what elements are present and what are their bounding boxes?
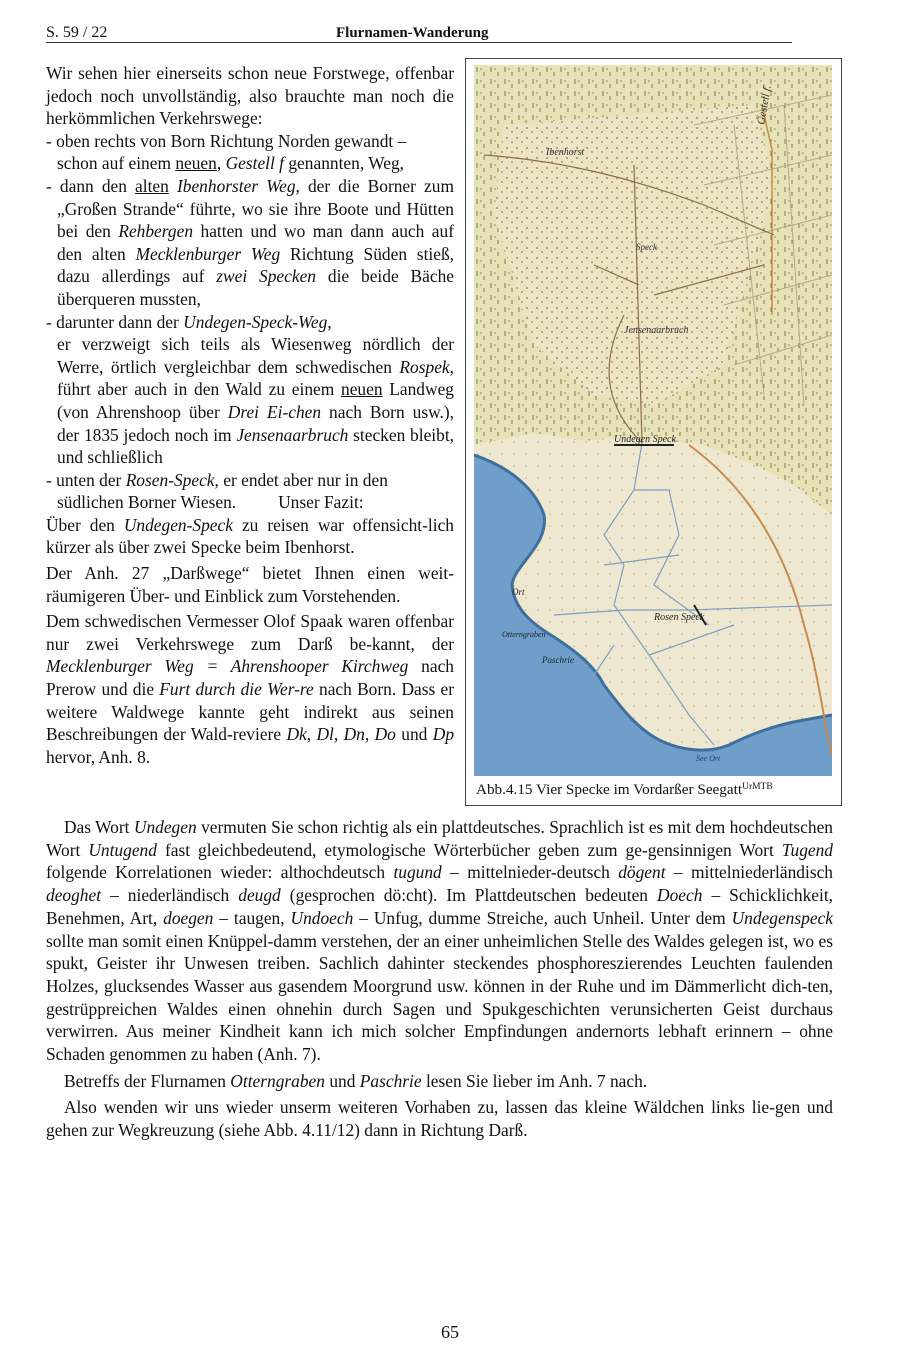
text: hervor, Anh. 8.: [46, 746, 151, 767]
intro-paragraph: Wir sehen hier einerseits schon neue Forstwege, offenbar jedoch noch unvollständig, also brauchte man noch die herkömmlichen Verkehrswege:: [46, 63, 454, 129]
text: sollte man somit einen Knüppel-damm verstehen, der an einer unheimlichen Stelle des Waldes gelegen ist, wo es spukt, Geister ihr Unwesen treiben. Sachlich dahinter steckendes phosphoreszierendes Leuchten faulenden Holzes, glucksendes Wasser aus gasendem Moorgrund usw. können in der Ruhe und im Dämmerlicht dich-ten, gestrüppreichen Waldes einen ohnehin durch Sagen und Spukgeschichten verunsicherten Geist durchaus verwirren. Aus meiner Kindheit kann ich mich solcher Empfindungen andernorts lebhaft erinnern – ohne Schaden genommen zu haben (Anh. 7).: [46, 930, 833, 1065]
flurnamen-paragraph: [46, 1070, 833, 1093]
text: und: [324, 1070, 360, 1091]
text: stecken bleibt, und schließlich: [57, 424, 454, 468]
text: nach Born usw.), der 1835 jedoch noch im: [57, 401, 455, 445]
text-italic: Jensenaarbruch: [236, 424, 349, 445]
map-label-jensenaarbruch: Jensenaarbruch: [624, 325, 689, 336]
text-italic: Ibenhorster Weg,: [176, 175, 300, 196]
text-italic: tugund: [393, 862, 442, 883]
text-italic: Dp: [432, 724, 455, 745]
text-italic: Tugend: [781, 839, 833, 860]
text: - darunter dann der: [46, 311, 184, 332]
text: – mittelnieder-deutsch: [441, 862, 619, 883]
appendix-reference-paragraph: Der Anh. 27 „Darßwege“ bietet Ihnen einen weit-räumigeren Über- und Einblick zum Vorstehenden.: [46, 563, 454, 606]
text-italic: Rospek: [399, 356, 450, 377]
text-italic: Dk, Dl, Dn, Do: [286, 724, 396, 745]
etymology-paragraph: [46, 816, 833, 1066]
text-italic: Paschrie: [359, 1070, 422, 1091]
text-italic: Undoech: [290, 907, 354, 928]
text: die beide Bäche überqueren mussten,: [57, 266, 455, 309]
text: – mittelniederländisch: [665, 862, 833, 883]
text-italic: dögent: [618, 862, 666, 883]
map-figure: [465, 58, 842, 806]
page-header: [46, 22, 792, 43]
text: südlichen Borner Wiesen.: [57, 492, 237, 513]
bullet-ibenhorster-weg: [46, 175, 454, 311]
closing-paragraph: Also wenden wir uns wieder unserm weiteren Vorhaben zu, lassen das kleine Wäldchen links lie-gen und gehen zur Wegkreuzung (siehe Abb. 4.11/12) dann in Richtung Darß.: [46, 1097, 833, 1141]
text: führt aber auch in den Wald zu einem: [57, 379, 341, 400]
text: Das Wort: [64, 817, 134, 837]
text-italic: zwei Specken: [216, 266, 317, 287]
text-italic: Untugend: [88, 839, 157, 860]
bullet-gestell: [46, 130, 454, 175]
figure-caption: [476, 781, 773, 799]
text: Landweg (von Ahrenshoop über: [57, 379, 454, 422]
header-title: Flurnamen-Wanderung: [336, 25, 489, 41]
text-italic: Furt durch die Wer-re: [159, 679, 314, 700]
map-label-paschrie: Paschrie: [542, 655, 574, 665]
text-italic: Gestell f: [225, 153, 285, 174]
header-page-ref: S. 59 / 22: [46, 24, 108, 41]
text-italic: Doech: [657, 885, 703, 906]
text: ,: [214, 469, 219, 490]
map-label-ibenhorst: Ibenhorst: [546, 147, 585, 158]
text: ,: [449, 356, 454, 377]
text: genannten, Weg,: [284, 153, 404, 174]
text-italic: Drei Ei-chen: [227, 401, 322, 422]
map-label-see-ort: See Ort: [696, 754, 721, 763]
map-label-otterngraben: Otterngraben: [502, 630, 546, 639]
text-italic: deugd: [238, 885, 281, 906]
text: (gesprochen dö:cht). Im Plattdeutschen bedeuten: [280, 885, 658, 906]
text-underlined: alten: [135, 175, 169, 196]
text-underlined: neuen: [175, 153, 217, 174]
map-label-speck: Speck: [636, 242, 657, 252]
text: nach Prerow und die: [46, 656, 454, 700]
map-label-rosen-speck: Rosen Speck: [654, 612, 705, 623]
historic-map: [474, 65, 832, 776]
text-italic: Rosen-Speck: [125, 469, 215, 490]
text-italic: deoghet: [46, 885, 102, 906]
text: Betreffs der Flurnamen: [64, 1070, 231, 1091]
page-number: 65: [441, 1322, 459, 1342]
text-italic: Mecklenburger Weg = Ahrenshooper Kirchweg: [46, 656, 409, 677]
caption-text: Abb.4.15 Vier Specke im Vordarßer Seegatt: [476, 781, 743, 798]
text-italic: Undegen: [133, 817, 197, 837]
text-italic: Otterngraben: [230, 1070, 325, 1091]
text-italic: Undegenspeck: [731, 907, 833, 928]
text: - dann den: [46, 175, 136, 196]
text: der die Borner zum „Großen Strande“ führte, wo sie ihre Boote und Hütten bei den: [57, 175, 454, 242]
text: schon auf einem: [57, 153, 176, 174]
map-label-ort: Ort: [512, 587, 525, 597]
caption-source-superscript: UrMTB: [742, 782, 773, 792]
text: Über den: [46, 514, 124, 535]
text: hatten und wo man dann auch auf den alten: [57, 221, 454, 264]
text: – Schicklichkeit, Benehmen, Art,: [46, 885, 834, 928]
text: – taugen,: [213, 907, 291, 928]
text: - oben rechts von Born Richtung Norden gewandt –: [46, 130, 407, 151]
text: ,: [216, 153, 222, 174]
text: nach Born. Dass er weitere Waldwege kannte geht indirekt aus seinen Beschreibungen der Wald-reviere: [46, 679, 455, 745]
text-italic: Undegen-Speck-Weg: [183, 311, 328, 332]
text-italic: Undegen-Speck: [123, 514, 233, 535]
text: folgende Korrelationen wieder: althochdeutsch: [46, 862, 394, 883]
text: Unser Fazit:: [278, 492, 364, 513]
full-width-text: [46, 816, 833, 1146]
text: er endet aber nur in den: [218, 469, 388, 490]
map-label-undegen-speck: Undegen Speck: [614, 434, 676, 445]
text: zu reisen war offensicht-lich kürzer als über zwei Specke beim Ibenhorst.: [46, 514, 454, 558]
text-italic: doegen: [163, 907, 214, 928]
left-column-text: [46, 62, 454, 768]
map-label-gestell: Gestell f.: [755, 84, 774, 126]
text-italic: Rehbergen: [118, 221, 194, 242]
text: ,: [327, 311, 332, 332]
text: Richtung Süden stieß, dazu allerdings auf: [57, 243, 454, 287]
text: Dem schwedischen Vermesser Olof Spaak waren offenbar nur zwei Verkehrswege zum Darß be-kannt, der: [46, 611, 454, 654]
text: vermuten Sie schon richtig als ein plattdeutsches. Sprachlich ist es mit dem hochdeutschen Wort: [46, 817, 834, 860]
text-underlined: neuen: [341, 379, 383, 400]
text: er verzweigt sich teils als Wiesenweg nördlich der Werre, örtlich vergleichbar dem schwedischen: [57, 334, 454, 377]
text-italic: Mecklenburger Weg: [135, 243, 281, 264]
text: und: [395, 724, 433, 745]
text: lesen Sie lieber im Anh. 7 nach.: [421, 1070, 648, 1091]
text: – Unfug, dumme Streiche, auch Unheil. Unter dem: [353, 907, 732, 928]
text: fast gleichbedeutend, etymologische Wörterbücher geben zum ge-gensinnigen Wort: [156, 839, 782, 860]
bullet-undegen-speck-weg: [46, 311, 454, 469]
bullet-rosen-speck: [46, 469, 454, 514]
text: - unten der: [46, 469, 126, 490]
text: [169, 176, 177, 196]
text: – niederländisch: [101, 885, 239, 906]
conclusion-paragraph: [46, 514, 454, 559]
surveyor-paragraph: [46, 610, 454, 768]
